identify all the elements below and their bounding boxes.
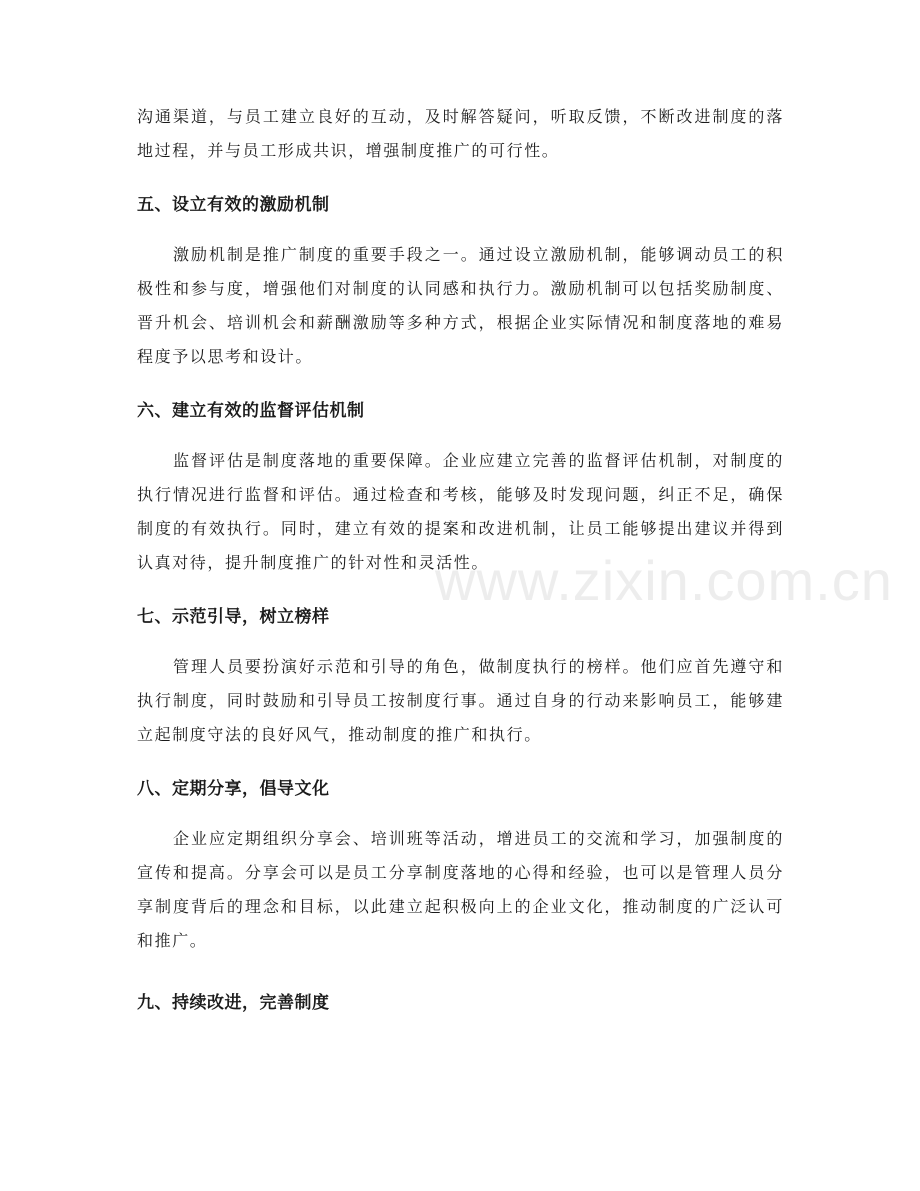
section-heading-7: 七、示范引导，树立榜样 bbox=[137, 607, 330, 627]
section-body-8: 企业应定期组织分享会、培训班等活动，增进员工的交流和学习，加强制度的宣传和提高。分享会可以是员工分享制度落地的心得和经验，也可以是管理人员分享制度背后的理念和目标，以此建立起积极向上的企业文化，推动制度的广泛认可和推广。 bbox=[137, 829, 784, 950]
section-heading-6: 六、建立有效的监督评估机制 bbox=[137, 401, 365, 421]
section-body-5: 激励机制是推广制度的重要手段之一。通过设立激励机制，能够调动员工的积极性和参与度，增强他们对制度的认同感和执行力。激励机制可以包括奖励制度、晋升机会、培训机会和薪酬激励等多种方式，根据企业实际情况和制度落地的难易程度予以思考和设计。 bbox=[137, 245, 784, 366]
section-body-7: 管理人员要扮演好示范和引导的角色，做制度执行的榜样。他们应首先遵守和执行制度，同时鼓励和引导员工按制度行事。通过自身的行动来影响员工，能够建立起制度守法的良好风气，推动制度的推广和执行。 bbox=[137, 657, 784, 744]
section-heading-8: 八、定期分享，倡导文化 bbox=[137, 779, 330, 799]
section-body-6: 监督评估是制度落地的重要保障。企业应建立完善的监督评估机制，对制度的执行情况进行监督和评估。通过检查和考核，能够及时发现问题，纠正不足，确保制度的有效执行。同时，建立有效的提案和改进机制，让员工能够提出建议并得到认真对待，提升制度推广的针对性和灵活性。 bbox=[137, 451, 784, 572]
section-heading-9: 九、持续改进，完善制度 bbox=[137, 993, 330, 1013]
watermark-text: www.zixin.com.cn bbox=[435, 549, 893, 612]
document-body bbox=[137, 100, 784, 1020]
section-heading-5: 五、设立有效的激励机制 bbox=[137, 195, 330, 215]
intro-paragraph: 沟通渠道，与员工建立良好的互动，及时解答疑问，听取反馈，不断改进制度的落地过程，并与员工形成共识，增强制度推广的可行性。 bbox=[137, 107, 784, 160]
